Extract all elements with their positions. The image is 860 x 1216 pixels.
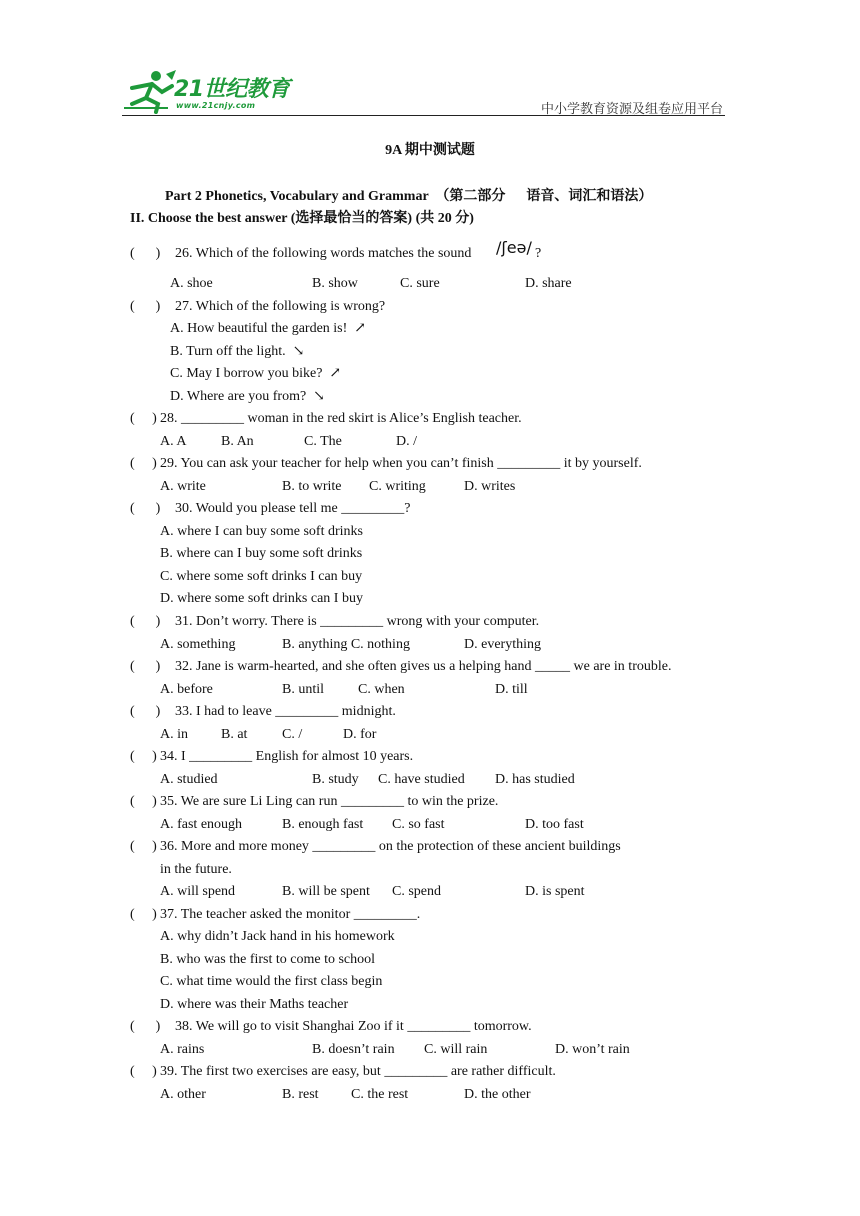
option-a[interactable]: A. studied	[160, 772, 218, 787]
option-a[interactable]: A. something	[160, 637, 236, 652]
option-a[interactable]: A. rains	[160, 1042, 205, 1057]
option-a[interactable]: A. fast enough	[160, 817, 243, 832]
question-stem: 26. Which of the following words matches the sound	[175, 246, 472, 261]
answer-blank[interactable]: ( )	[130, 749, 157, 764]
option-d[interactable]: D. too fast	[525, 817, 584, 832]
option-b[interactable]: B. who was the first to come to school	[160, 952, 376, 967]
header-divider	[122, 115, 725, 116]
option-d[interactable]: D. Where are you from? ↘	[170, 389, 325, 404]
option-b[interactable]: B. rest	[282, 1087, 319, 1102]
question-stem: 37. The teacher asked the monitor _________.	[160, 907, 421, 922]
question-stem-continued: in the future.	[160, 862, 232, 877]
page-title: 9A 期中测试题	[385, 143, 475, 158]
option-d[interactable]: D. has studied	[495, 772, 575, 787]
option-d[interactable]: D. where was their Maths teacher	[160, 997, 349, 1012]
question-stem: 27. Which of the following is wrong?	[175, 299, 386, 314]
question-stem: 34. I _________ English for almost 10 years.	[160, 749, 414, 764]
question-stem: 39. The first two exercises are easy, but _________ are rather difficult.	[160, 1064, 556, 1079]
option-c[interactable]: C. /	[282, 727, 303, 742]
option-c[interactable]: C. so fast	[392, 817, 445, 832]
option-c[interactable]: C. when	[358, 682, 405, 697]
option-b[interactable]: B. study	[312, 772, 359, 787]
option-d[interactable]: D. writes	[464, 479, 516, 494]
option-c[interactable]: C. the rest	[351, 1087, 409, 1102]
option-d[interactable]: D. where some soft drinks can I buy	[160, 591, 363, 606]
question-tail: ?	[535, 246, 542, 261]
part-heading: Part 2 Phonetics, Vocabulary and Grammar （第二部分 语音、词汇和语法）	[165, 189, 653, 204]
option-c[interactable]: C. writing	[369, 479, 426, 494]
answer-blank[interactable]: ( )	[130, 456, 157, 471]
answer-blank[interactable]: ( )	[130, 907, 157, 922]
question-stem: 38. We will go to visit Shanghai Zoo if it _________ tomorrow.	[175, 1019, 532, 1034]
platform-name: 中小学教育资源及组卷应用平台	[540, 102, 723, 117]
option-d[interactable]: D. share	[525, 276, 572, 291]
option-c[interactable]: C. May I borrow you bike? ↗	[170, 366, 342, 381]
option-a[interactable]: A. write	[160, 479, 206, 494]
option-a[interactable]: A. shoe	[170, 276, 213, 291]
option-a[interactable]: A. How beautiful the garden is! ↗	[170, 321, 367, 336]
question-stem: 36. More and more money _________ on the protection of these ancient buildings	[160, 839, 621, 854]
option-b[interactable]: B. Turn off the light. ↘	[170, 344, 305, 359]
question-stem: 30. Would you please tell me _________?	[175, 501, 411, 516]
answer-blank[interactable]: ( )	[130, 246, 161, 261]
option-a[interactable]: A. other	[160, 1087, 206, 1102]
option-d[interactable]: D. won’t rain	[555, 1042, 630, 1057]
answer-blank[interactable]: ( )	[130, 299, 161, 314]
section-heading: II. Choose the best answer (选择最恰当的答案) (共 20 分)	[130, 211, 474, 226]
answer-blank[interactable]: ( )	[130, 659, 161, 674]
option-a[interactable]: A. why didn’t Jack hand in his homework	[160, 929, 395, 944]
option-b[interactable]: B. where can I buy some soft drinks	[160, 546, 363, 561]
answer-blank[interactable]: ( )	[130, 704, 161, 719]
option-a[interactable]: A. in	[160, 727, 188, 742]
option-c[interactable]: C. have studied	[378, 772, 465, 787]
option-c[interactable]: C. where some soft drinks I can buy	[160, 569, 363, 584]
option-a[interactable]: A. will spend	[160, 884, 236, 899]
option-b-c[interactable]: B. anything C. nothing	[282, 637, 410, 652]
question-stem: 28. _________ woman in the red skirt is Alice’s English teacher.	[160, 411, 522, 426]
phonetic-symbol: /ʃeə/	[496, 238, 532, 257]
question-stem: 33. I had to leave _________ midnight.	[175, 704, 396, 719]
option-c[interactable]: C. spend	[392, 884, 441, 899]
option-a[interactable]: A. before	[160, 682, 213, 697]
answer-blank[interactable]: ( )	[130, 411, 157, 426]
option-d[interactable]: D. everything	[464, 637, 541, 652]
option-b[interactable]: B. An	[221, 434, 254, 449]
option-c[interactable]: C. will rain	[424, 1042, 488, 1057]
option-b[interactable]: B. until	[282, 682, 325, 697]
question-stem: 32. Jane is warm-hearted, and she often gives us a helping hand _____ we are in trouble.	[175, 659, 672, 674]
option-c[interactable]: C. The	[304, 434, 342, 449]
option-b[interactable]: B. to write	[282, 479, 342, 494]
answer-blank[interactable]: ( )	[130, 614, 161, 629]
option-c[interactable]: C. what time would the first class begin	[160, 974, 383, 989]
logo-url: www.21cnjy.com	[176, 101, 256, 110]
logo-text: 21世纪教育	[174, 77, 290, 102]
answer-blank[interactable]: ( )	[130, 501, 161, 516]
answer-blank[interactable]: ( )	[130, 1064, 157, 1079]
option-b[interactable]: B. show	[312, 276, 358, 291]
option-d[interactable]: D. is spent	[525, 884, 585, 899]
option-d[interactable]: D. the other	[464, 1087, 531, 1102]
question-stem: 29. You can ask your teacher for help when you can’t finish _________ it by yourself.	[160, 456, 642, 471]
answer-blank[interactable]: ( )	[130, 839, 157, 854]
answer-blank[interactable]: ( )	[130, 1019, 161, 1034]
option-d[interactable]: D. /	[396, 434, 417, 449]
option-b[interactable]: B. enough fast	[282, 817, 364, 832]
runner-logo-icon	[122, 68, 178, 114]
option-b[interactable]: B. doesn’t rain	[312, 1042, 395, 1057]
logo	[122, 68, 292, 114]
answer-blank[interactable]: ( )	[130, 794, 157, 809]
option-a[interactable]: A. A	[160, 434, 187, 449]
option-a[interactable]: A. where I can buy some soft drinks	[160, 524, 363, 539]
option-b[interactable]: B. will be spent	[282, 884, 370, 899]
page-header	[122, 68, 725, 118]
question-stem: 35. We are sure Li Ling can run _________ to win the prize.	[160, 794, 499, 809]
option-b[interactable]: B. at	[221, 727, 248, 742]
option-d[interactable]: D. for	[343, 727, 377, 742]
option-c[interactable]: C. sure	[400, 276, 440, 291]
option-d[interactable]: D. till	[495, 682, 528, 697]
question-stem: 31. Don’t worry. There is _________ wrong with your computer.	[175, 614, 540, 629]
